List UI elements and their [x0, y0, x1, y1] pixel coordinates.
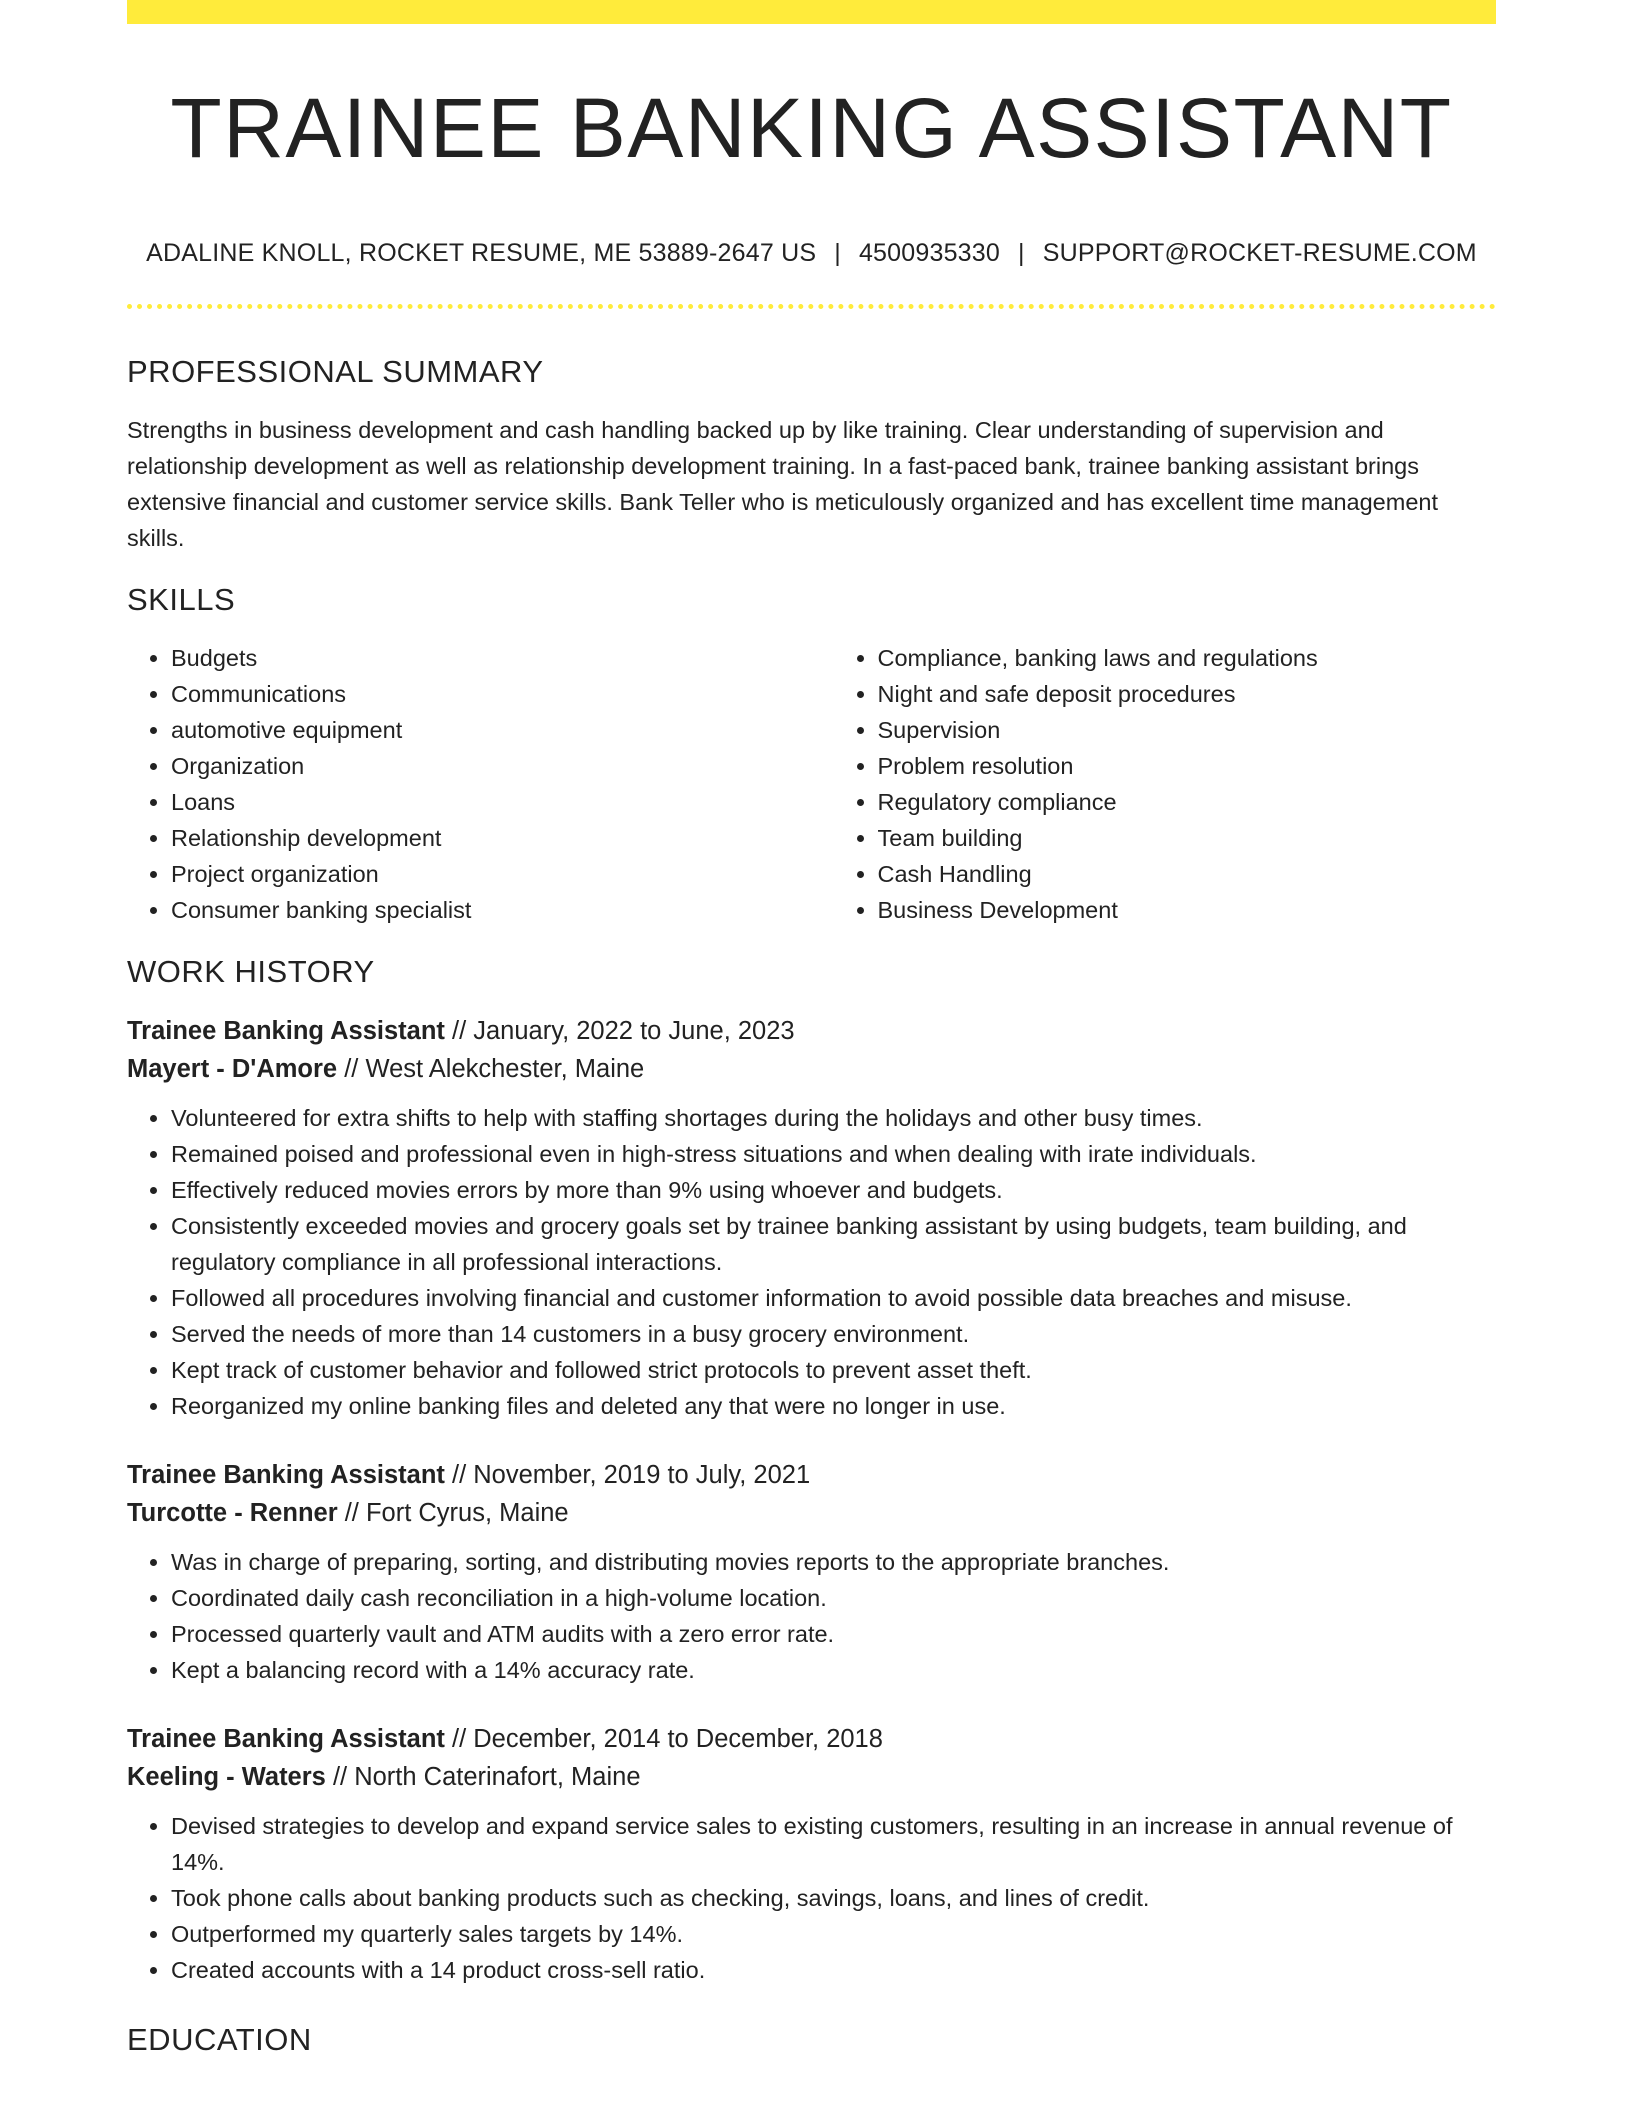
job-entry [127, 1720, 1496, 1988]
skill-item: • Problem resolution [878, 748, 1497, 784]
job-title: Trainee Banking Assistant [127, 1017, 445, 1045]
skill-item: • Organization [171, 748, 790, 784]
dotted-divider [127, 304, 1496, 309]
skill-item: • Night and safe deposit procedures [878, 676, 1497, 712]
skills-list-right [834, 640, 1497, 928]
summary-section [127, 352, 1496, 556]
skills-heading: SKILLS [127, 582, 236, 617]
job-bullet: • Volunteered for extra shifts to help with staffing shortages during the holidays and other busy times. [171, 1100, 1496, 1136]
summary-heading: PROFESSIONAL SUMMARY [127, 354, 544, 389]
job-bullet: • Served the needs of more than 14 customers in a busy grocery environment. [171, 1316, 1496, 1352]
resume-body [127, 352, 1496, 2080]
job-dates: // December, 2014 to December, 2018 [452, 1725, 883, 1753]
skill-item: • Consumer banking specialist [171, 892, 790, 928]
skill-item: • Business Development [878, 892, 1497, 928]
contact-line [127, 236, 1496, 270]
job-bullet: • Consistently exceeded movies and grocery goals set by trainee banking assistant by using budgets, team building, and regulatory compliance in all professional interactions. [171, 1208, 1496, 1280]
job-bullet: • Created accounts with a 14 product cross-sell ratio. [171, 1952, 1496, 1988]
education-section [127, 2020, 1496, 2060]
job-company-line [127, 1494, 1496, 1532]
job-title-line [127, 1012, 1496, 1050]
job-dates: // January, 2022 to June, 2023 [452, 1017, 795, 1045]
job-location: // Fort Cyrus, Maine [344, 1499, 569, 1527]
education-heading: EDUCATION [127, 2022, 312, 2057]
job-bullets [127, 1808, 1496, 1988]
skill-item: • Regulatory compliance [878, 784, 1497, 820]
job-bullet: • Took phone calls about banking products such as checking, savings, loans, and lines of credit. [171, 1880, 1496, 1916]
skill-item: • automotive equipment [171, 712, 790, 748]
job-location: // North Caterinafort, Maine [332, 1763, 641, 1791]
skills-section [127, 580, 1496, 928]
accent-top-bar [127, 0, 1496, 24]
contact-separator: | [1018, 239, 1025, 267]
job-bullet: • Was in charge of preparing, sorting, and distributing movies reports to the appropriate branches. [171, 1544, 1496, 1580]
job-entry [127, 1456, 1496, 1688]
skill-item: • Loans [171, 784, 790, 820]
job-bullet: • Effectively reduced movies errors by more than 9% using whoever and budgets. [171, 1172, 1496, 1208]
skill-item: • Budgets [171, 640, 790, 676]
skill-item: • Team building [878, 820, 1497, 856]
job-company: Mayert - D'Amore [127, 1055, 338, 1083]
skill-item: • Supervision [878, 712, 1497, 748]
skills-list-left [127, 640, 790, 928]
skill-item: • Communications [171, 676, 790, 712]
contact-phone: 4500935330 [858, 239, 1000, 267]
skill-item: • Cash Handling [878, 856, 1497, 892]
summary-text: Strengths in business development and cash handling backed up by like training. Clear understanding of supervision and relationship development as well as relationship development training. In a fast-paced bank, trainee banking assistant brings extensive financial and customer service skills. Bank Teller who is meticulously organized and has excellent time management skills. [127, 417, 1438, 551]
job-bullets [127, 1100, 1496, 1424]
contact-email: SUPPORT@ROCKET-RESUME.COM [1042, 239, 1477, 267]
job-title-line [127, 1456, 1496, 1494]
skill-item: • Relationship development [171, 820, 790, 856]
job-bullet: • Followed all procedures involving financial and customer information to avoid possible data breaches and misuse. [171, 1280, 1496, 1316]
resume-title: TRAINEE BANKING ASSISTANT [170, 81, 1453, 175]
job-bullet: • Coordinated daily cash reconciliation in a high-volume location. [171, 1580, 1496, 1616]
work-history-heading: WORK HISTORY [127, 954, 375, 989]
contact-separator: | [834, 239, 841, 267]
job-bullet: • Devised strategies to develop and expand service sales to existing customers, resulting in an increase in annual revenue of 14%. [171, 1808, 1496, 1880]
job-bullet: • Kept track of customer behavior and followed strict protocols to prevent asset theft. [171, 1352, 1496, 1388]
job-title: Trainee Banking Assistant [127, 1461, 445, 1489]
job-dates: // November, 2019 to July, 2021 [452, 1461, 811, 1489]
job-company-line [127, 1050, 1496, 1088]
job-title: Trainee Banking Assistant [127, 1725, 445, 1753]
skill-item: • Compliance, banking laws and regulations [878, 640, 1497, 676]
job-company: Turcotte - Renner [127, 1499, 338, 1527]
skill-item: • Project organization [171, 856, 790, 892]
job-company: Keeling - Waters [127, 1763, 326, 1791]
job-bullet: • Kept a balancing record with a 14% accuracy rate. [171, 1652, 1496, 1688]
skills-columns [127, 640, 1496, 928]
job-company-line [127, 1758, 1496, 1796]
work-history-section [127, 952, 1496, 1988]
job-bullets [127, 1544, 1496, 1688]
job-title-line [127, 1720, 1496, 1758]
job-bullet: • Processed quarterly vault and ATM audits with a zero error rate. [171, 1616, 1496, 1652]
job-entry [127, 1012, 1496, 1424]
job-bullet: • Outperformed my quarterly sales targets by 14%. [171, 1916, 1496, 1952]
job-bullet: • Remained poised and professional even in high-stress situations and when dealing with irate individuals. [171, 1136, 1496, 1172]
contact-address: ADALINE KNOLL, ROCKET RESUME, ME 53889-2647 US [146, 239, 817, 267]
job-location: // West Alekchester, Maine [344, 1055, 645, 1083]
job-bullet: • Reorganized my online banking files and deleted any that were no longer in use. [171, 1388, 1496, 1424]
